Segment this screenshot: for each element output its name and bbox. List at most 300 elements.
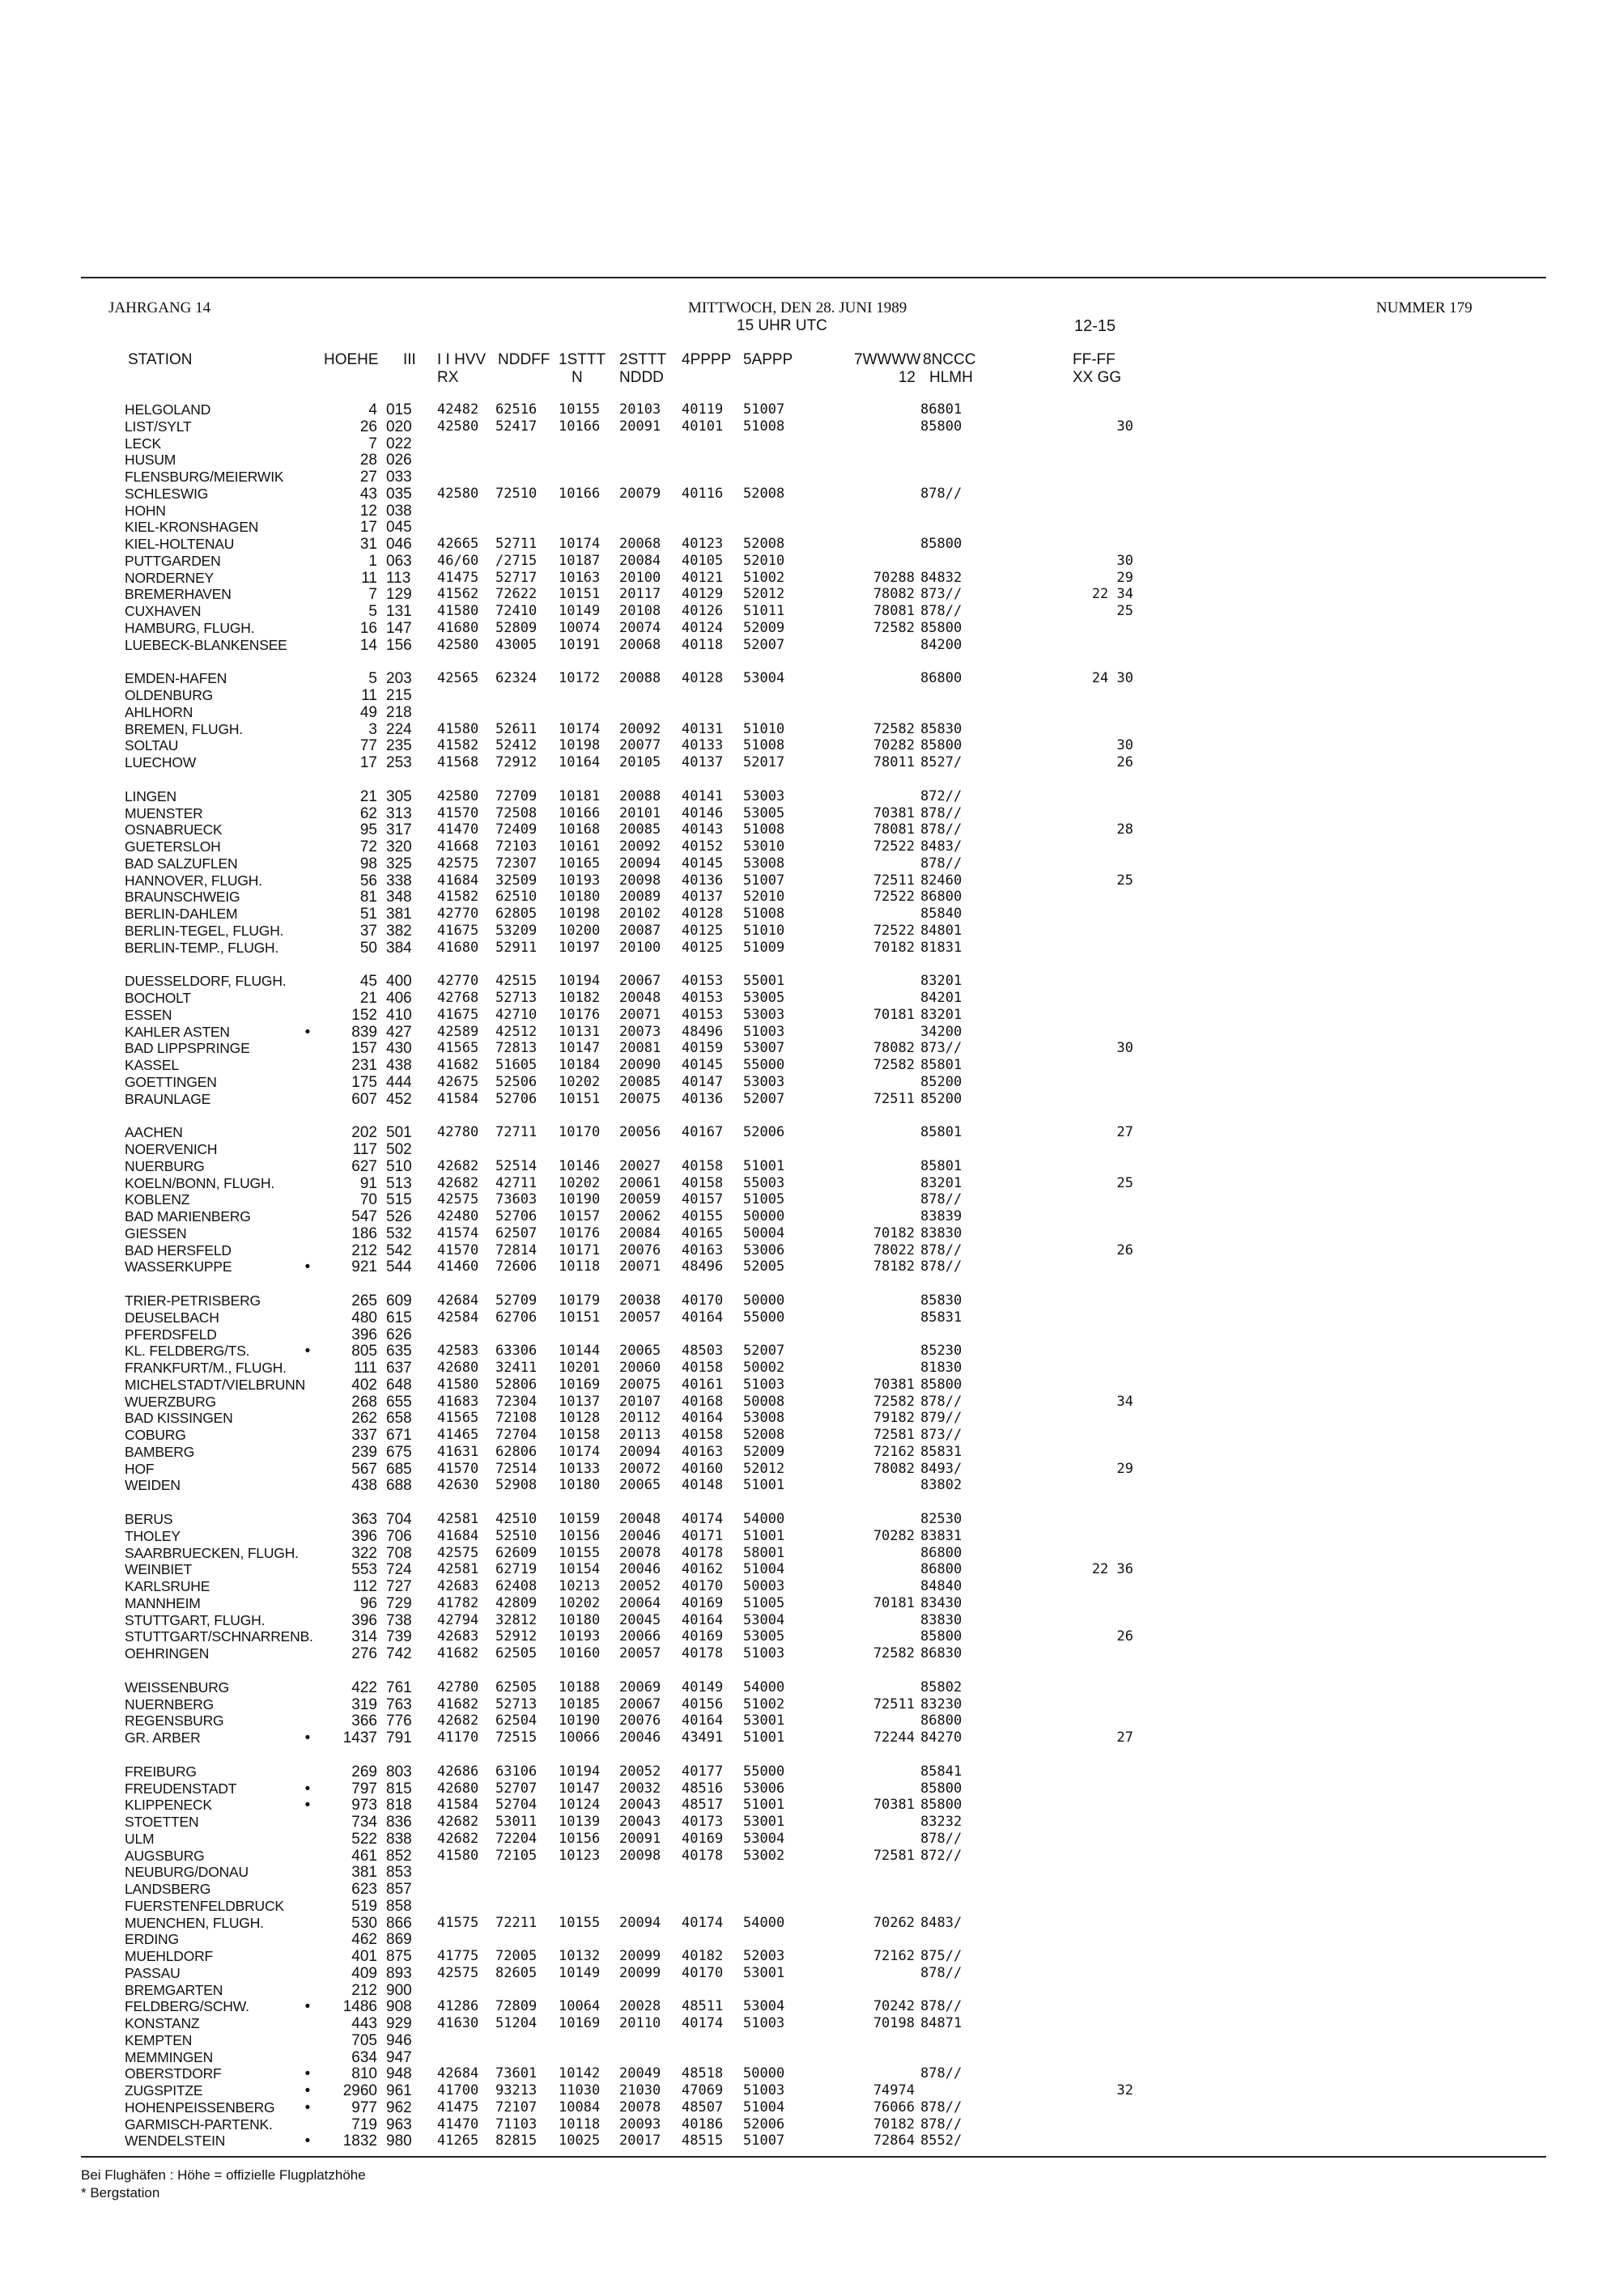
station-height: 81 [359, 889, 377, 906]
group-3: 10166 [559, 804, 601, 821]
group-1: 42581 [437, 1561, 479, 1578]
station-id: 946 [386, 2031, 412, 2049]
volume-label: JAHRGANG 14 [108, 299, 211, 316]
group-3: 10137 [559, 1393, 601, 1410]
group-2: 32411 [495, 1360, 538, 1376]
table-row [81, 1780, 1546, 1797]
group-2: 72005 [495, 1948, 538, 1964]
station-id: 203 [386, 670, 412, 688]
station-height: 62 [359, 804, 377, 822]
station-name: NUERNBERG [125, 1695, 215, 1712]
table-row [81, 923, 1546, 940]
station-height: 1 [368, 552, 377, 570]
group-5: 40121 [682, 569, 724, 586]
group-7: 72581 [873, 1427, 915, 1443]
group-6: 53001 [743, 1712, 785, 1729]
group-1: 42684 [437, 2065, 479, 2082]
group-6: 51002 [743, 1695, 785, 1712]
table-row [81, 754, 1546, 771]
table-row [81, 1208, 1546, 1225]
group-2: 72814 [495, 1241, 538, 1258]
station-name: ULM [125, 1830, 155, 1847]
group-4: 20105 [619, 754, 661, 770]
group-1: 42675 [437, 1073, 479, 1090]
table-row [81, 1242, 1546, 1259]
station-name: FUERSTENFELDBRUCK [125, 1897, 284, 1914]
group-2: 72709 [495, 787, 538, 804]
table-row [81, 1545, 1546, 1562]
group-3: 10155 [559, 1544, 601, 1561]
group-2: 72508 [495, 804, 538, 821]
group-2: 72711 [495, 1124, 538, 1141]
group-1: 41570 [437, 804, 479, 821]
group-5: 40133 [682, 737, 724, 754]
group-8: 873// [920, 1427, 962, 1443]
group-1: 42682 [437, 1157, 479, 1174]
group-1: 41584 [437, 1797, 479, 1814]
group-4: 20043 [619, 1814, 661, 1830]
station-name: GOETTINGEN [125, 1073, 217, 1090]
col-g2: NDDFF [498, 351, 550, 368]
group-6: 51010 [743, 922, 785, 939]
station-height: 1832 [342, 2133, 377, 2150]
station-name: STUTTGART/SCHNARRENB. [125, 1628, 313, 1645]
group-8: 85841 [920, 1763, 962, 1780]
col-ff-line2: XX GG [1073, 369, 1122, 386]
station-height: 98 [359, 855, 377, 872]
group-5: 40131 [682, 720, 724, 737]
station-id: 382 [386, 922, 412, 940]
group-5: 40168 [682, 1393, 724, 1410]
table-row [81, 2099, 1546, 2116]
col-g4-line2: NDDD [619, 369, 664, 386]
station-name: SAARBRUECKEN, FLUGH. [125, 1544, 299, 1561]
station-name: KLIPPENECK [125, 1797, 212, 1814]
group-6: 50004 [743, 1224, 785, 1241]
station-id: 317 [386, 821, 412, 839]
group-2: /2715 [495, 552, 538, 569]
group-2: 51605 [495, 1057, 538, 1073]
group-3: 10202 [559, 1594, 601, 1611]
group-7: 70182 [873, 1224, 915, 1241]
station-id: 526 [386, 1208, 412, 1225]
group-1: 41470 [437, 821, 479, 838]
group-8: 84201 [920, 990, 962, 1006]
group-5: 48516 [682, 1780, 724, 1797]
group-4: 20072 [619, 1460, 661, 1477]
group-1: 42780 [437, 1678, 479, 1695]
table-row [81, 1595, 1546, 1612]
group-1: 42580 [437, 485, 479, 502]
table-row [81, 1578, 1546, 1595]
group-8: 86800 [920, 1561, 962, 1578]
station-height: 17 [359, 754, 377, 771]
table-row [81, 1461, 1546, 1478]
group-1: 42683 [437, 1628, 479, 1645]
mountain-marker: • [304, 1797, 311, 1814]
station-height: 17 [359, 519, 377, 537]
group-8: 83430 [920, 1594, 962, 1611]
station-height: 276 [351, 1645, 377, 1662]
station-id: 853 [386, 1864, 412, 1882]
table-row [81, 553, 1546, 570]
station-id: 858 [386, 1897, 412, 1915]
station-id: 739 [386, 1628, 412, 1646]
group-6: 51008 [743, 418, 785, 435]
table-row [81, 1763, 1546, 1780]
station-name: STUTTGART, FLUGH. [125, 1611, 266, 1628]
table-row [81, 1091, 1546, 1108]
group-4: 20046 [619, 1729, 661, 1746]
group-8: 8527/ [920, 754, 962, 770]
group-5: 48507 [682, 2099, 724, 2116]
station-id: 947 [386, 2048, 412, 2066]
group-6: 52017 [743, 754, 785, 770]
table-row [81, 1477, 1546, 1494]
group-2: 63106 [495, 1763, 538, 1780]
col-n8 [923, 351, 975, 387]
station-height: 734 [351, 1814, 377, 1831]
station-height: 239 [351, 1443, 377, 1461]
group-3: 10201 [559, 1360, 601, 1376]
group-1: 41684 [437, 1527, 479, 1544]
station-name: MUENCHEN, FLUGH. [125, 1914, 264, 1931]
group-6: 53008 [743, 1410, 785, 1427]
station-id: 893 [386, 1964, 412, 1982]
table-row [81, 1141, 1546, 1158]
station-height: 14 [359, 636, 377, 654]
station-height: 262 [351, 1410, 377, 1428]
group-8: 81831 [920, 939, 962, 956]
group-4: 20065 [619, 1343, 661, 1360]
station-name: BREMEN, FLUGH. [125, 720, 243, 737]
group-2: 52704 [495, 1797, 538, 1814]
group-2: 72813 [495, 1040, 538, 1057]
station-name: FLENSBURG/MEIERWIK [125, 469, 284, 485]
mountain-marker: • [304, 1343, 311, 1360]
group-6: 51005 [743, 1594, 785, 1611]
gust-value: 26 [1116, 1628, 1133, 1645]
station-id: 544 [386, 1258, 412, 1276]
col-w7-line1: 7WWWW [854, 351, 921, 368]
gust-value: 26 [1116, 754, 1133, 770]
group-5: 40177 [682, 1763, 724, 1780]
group-3: 10191 [559, 636, 601, 653]
group-6: 52005 [743, 1258, 785, 1275]
station-name: MICHELSTADT/VIELBRUNN [125, 1376, 306, 1393]
station-name: NOERVENICH [125, 1141, 218, 1157]
group-4: 20064 [619, 1594, 661, 1611]
group-2: 62516 [495, 401, 538, 418]
station-name: HELGOLAND [125, 401, 211, 418]
group-6: 51009 [743, 939, 785, 956]
station-name: TRIER-PETRISBERG [125, 1292, 261, 1309]
group-4: 20073 [619, 1023, 661, 1040]
group-8: 8552/ [920, 2133, 962, 2150]
station-height: 805 [351, 1343, 377, 1360]
group-5: 40163 [682, 1443, 724, 1460]
group-7: 72582 [873, 1645, 915, 1662]
table-row [81, 1040, 1546, 1057]
group-6: 51008 [743, 737, 785, 754]
group-6: 53010 [743, 838, 785, 855]
group-3: 10025 [559, 2133, 601, 2150]
group-5: 40119 [682, 401, 724, 418]
gust-value: 22 36 [1091, 1561, 1133, 1578]
group-2: 42809 [495, 1594, 538, 1611]
table-row [81, 1528, 1546, 1545]
group-3: 10151 [559, 1090, 601, 1107]
group-1: 41675 [437, 922, 479, 939]
group-3: 10169 [559, 2015, 601, 2031]
group-2: 52711 [495, 536, 538, 552]
station-height: 117 [352, 1141, 377, 1158]
col-g1 [437, 351, 486, 387]
group-8: 878// [920, 1964, 962, 1981]
group-5: 40153 [682, 1006, 724, 1023]
group-3: 10123 [559, 1847, 601, 1864]
group-5: 40153 [682, 990, 724, 1006]
station-height: 51 [359, 906, 377, 923]
group-6: 53004 [743, 1611, 785, 1628]
group-8: 83839 [920, 1208, 962, 1224]
group-7: 72522 [873, 889, 915, 906]
group-2: 51204 [495, 2015, 538, 2031]
group-5: 40137 [682, 754, 724, 770]
group-4: 20071 [619, 1006, 661, 1023]
station-height: 11 [361, 687, 377, 704]
group-1: 41570 [437, 1460, 479, 1477]
table-row [81, 1511, 1546, 1528]
station-id: 963 [386, 2116, 412, 2133]
station-height: 547 [351, 1208, 377, 1225]
group-8: 878// [920, 2065, 962, 2082]
group-3: 10147 [559, 1040, 601, 1057]
group-5: 40163 [682, 1241, 724, 1258]
group-5: 48496 [682, 1258, 724, 1275]
group-7: 72581 [873, 1847, 915, 1864]
group-8: 83802 [920, 1477, 962, 1494]
station-height: 530 [351, 1914, 377, 1932]
station-id: 727 [386, 1578, 412, 1595]
group-4: 20108 [619, 603, 661, 619]
mountain-marker: • [304, 1023, 311, 1041]
group-5: 40143 [682, 821, 724, 838]
table-row [81, 1175, 1546, 1192]
group-2: 62805 [495, 906, 538, 922]
group-4: 20100 [619, 569, 661, 586]
station-id: 724 [386, 1561, 412, 1579]
group-6: 52012 [743, 586, 785, 603]
group-3: 10168 [559, 821, 601, 838]
station-name: WEISSENBURG [125, 1678, 230, 1695]
table-row [81, 906, 1546, 923]
group-8: 878// [920, 821, 962, 838]
group-4: 20110 [619, 2015, 661, 2031]
gust-value: 29 [1116, 1460, 1133, 1477]
group-5: 40164 [682, 1712, 724, 1729]
group-5: 40174 [682, 1511, 724, 1527]
group-3: 10200 [559, 922, 601, 939]
group-1: 41470 [437, 2116, 479, 2133]
group-6: 51001 [743, 1477, 785, 1494]
group-1: 41680 [437, 619, 479, 636]
group-8: 86800 [920, 1712, 962, 1729]
group-2: 52510 [495, 1527, 538, 1544]
station-height: 16 [359, 619, 377, 637]
group-4: 20049 [619, 2065, 661, 2082]
station-name: WEIDEN [125, 1477, 181, 1494]
station-name: KL. FELDBERG/TS. [125, 1343, 250, 1360]
station-height: 797 [351, 1780, 377, 1797]
group-5: 40186 [682, 2116, 724, 2133]
group-8: 84871 [920, 2015, 962, 2031]
group-2: 72622 [495, 586, 538, 603]
group-2: 73603 [495, 1191, 538, 1208]
group-1: 42682 [437, 1814, 479, 1830]
group-8: 83232 [920, 1814, 962, 1830]
station-height: 5 [368, 603, 377, 620]
group-4: 20117 [619, 586, 661, 603]
station-name: ZUGSPITZE [125, 2082, 203, 2099]
group-2: 52713 [495, 1695, 538, 1712]
group-3: 10176 [559, 1224, 601, 1241]
group-5: 40137 [682, 889, 724, 906]
group-4: 20090 [619, 1057, 661, 1073]
group-5: 40159 [682, 1040, 724, 1057]
group-6: 53004 [743, 670, 785, 687]
station-id: 532 [386, 1224, 412, 1242]
table-row [81, 1124, 1546, 1141]
group-5: 40124 [682, 619, 724, 636]
group-2: 62609 [495, 1544, 538, 1561]
station-height: 28 [359, 452, 377, 469]
group-4: 20028 [619, 1998, 661, 2015]
group-1: 41631 [437, 1443, 479, 1460]
station-id: 658 [386, 1410, 412, 1428]
group-5: 40156 [682, 1695, 724, 1712]
group-5: 40178 [682, 1544, 724, 1561]
group-1: 41574 [437, 1224, 479, 1241]
table-row [81, 1645, 1546, 1662]
group-8: 86830 [920, 1645, 962, 1662]
station-height: 634 [351, 2048, 377, 2066]
group-1: 42665 [437, 536, 479, 552]
table-row [81, 1074, 1546, 1091]
station-height: 3 [368, 720, 377, 738]
group-3: 10185 [559, 1695, 601, 1712]
station-height: 522 [351, 1830, 377, 1848]
group-4: 20061 [619, 1174, 661, 1191]
table-row [81, 2032, 1546, 2049]
station-name: HOF [125, 1460, 155, 1477]
group-4: 20046 [619, 1561, 661, 1578]
station-name: HANNOVER, FLUGH. [125, 872, 262, 889]
group-3: 10180 [559, 1477, 601, 1494]
station-height: 810 [351, 2065, 377, 2083]
station-name: LECK [125, 435, 161, 452]
group-5: 40167 [682, 1124, 724, 1141]
station-height: 977 [351, 2099, 377, 2116]
group-1: 41580 [437, 720, 479, 737]
col-n8-line1: 8NCCC [923, 351, 976, 368]
group-1: 41475 [437, 569, 479, 586]
group-4: 20059 [619, 1191, 661, 1208]
group-2: 42711 [495, 1174, 538, 1191]
group-8: 84200 [920, 636, 962, 653]
station-height: 396 [351, 1611, 377, 1629]
station-height: 627 [351, 1157, 377, 1175]
station-id: 776 [386, 1712, 412, 1730]
group-1: 41562 [437, 586, 479, 603]
station-height: 212 [351, 1981, 377, 1999]
group-8: 878// [920, 603, 962, 619]
station-name: WEINBIET [125, 1561, 192, 1578]
group-8: 85200 [920, 1090, 962, 1107]
group-4: 20057 [619, 1309, 661, 1326]
group-3: 10084 [559, 2099, 601, 2116]
station-height: 314 [351, 1628, 377, 1646]
station-height: 381 [351, 1864, 377, 1882]
group-3: 10188 [559, 1678, 601, 1695]
group-3: 10187 [559, 552, 601, 569]
group-2: 52706 [495, 1090, 538, 1107]
station-id: 729 [386, 1594, 412, 1612]
report-sheet [81, 277, 1546, 2158]
group-7: 72582 [873, 1393, 915, 1410]
group-8: 85800 [920, 619, 962, 636]
group-4: 20085 [619, 821, 661, 838]
gust-value: 26 [1116, 1241, 1133, 1258]
station-name: KAHLER ASTEN [125, 1023, 230, 1040]
table-row [81, 1898, 1546, 1915]
table-row [81, 872, 1546, 889]
station-id: 875 [386, 1948, 412, 1965]
station-name: BRAUNSCHWEIG [125, 889, 240, 906]
station-name: BERLIN-TEMP., FLUGH. [125, 939, 279, 956]
group-6: 50002 [743, 1360, 785, 1376]
col-n8-line2: HLMH [929, 369, 973, 386]
group-1: 42565 [437, 670, 479, 687]
table-row [81, 1326, 1546, 1343]
gust-value: 27 [1116, 1729, 1133, 1746]
group-5: 40129 [682, 586, 724, 603]
group-3: 10157 [559, 1208, 601, 1224]
group-1: 42686 [437, 1763, 479, 1780]
group-1: 41700 [437, 2082, 479, 2099]
group-4: 20092 [619, 838, 661, 855]
station-height: 401 [351, 1948, 377, 1965]
mountain-marker: • [304, 2065, 311, 2083]
group-5: 40147 [682, 1073, 724, 1090]
group-6: 53006 [743, 1241, 785, 1258]
group-2: 62719 [495, 1561, 538, 1578]
group-1: 42575 [437, 1544, 479, 1561]
group-3: 10151 [559, 1309, 601, 1326]
table-row [81, 1881, 1546, 1898]
table-row [81, 1158, 1546, 1175]
group-3: 10139 [559, 1814, 601, 1830]
group-7: 74974 [873, 2082, 915, 2099]
table-row [81, 1712, 1546, 1729]
group-2: 72105 [495, 1847, 538, 1864]
group-3: 10179 [559, 1292, 601, 1309]
station-name: BAD KISSINGEN [125, 1410, 233, 1427]
table-row [81, 1024, 1546, 1041]
group-5: 40123 [682, 536, 724, 552]
group-3: 10182 [559, 990, 601, 1006]
group-2: 72409 [495, 821, 538, 838]
